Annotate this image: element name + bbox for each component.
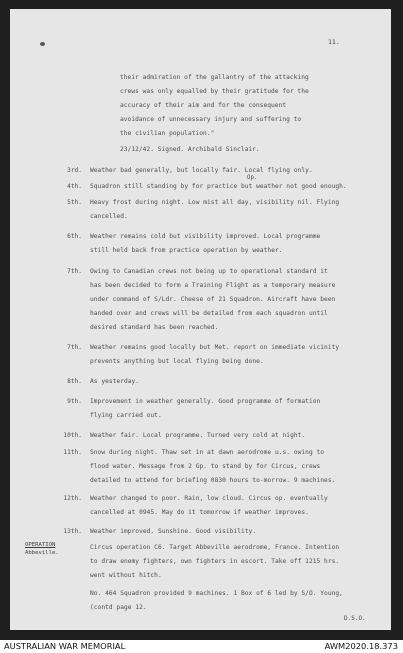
entry-date: 13th.: [63, 528, 82, 535]
entry-text: Weather changed to poor. Rain, low cloud. Circus op. eventually: [90, 495, 328, 502]
punch-hole-mark: [40, 42, 45, 46]
footer-institution: AUSTRALIAN WAR MEMORIAL: [4, 641, 126, 651]
continued-note: (contd page 12.: [90, 604, 147, 611]
entry-text: Improvement in weather generally. Good programme of formation: [90, 398, 321, 405]
signature-line: 23/12/42. Signed. Archibald Sinclair.: [120, 146, 260, 153]
entry-text: flying carried out.: [90, 412, 162, 419]
entry-text: Weather improved. Sunshine. Good visibility.: [90, 528, 257, 535]
entry-date: 8th.: [67, 378, 82, 385]
entry-text: under command of S/Ldr. Cheese of 21 Squadron. Aircraft have been: [90, 296, 336, 303]
handwritten-insert: Op.: [247, 175, 258, 181]
entry-date: 7th.: [67, 268, 82, 275]
entry-date: 4th.: [67, 183, 82, 190]
entry-date: 7th.: [67, 344, 82, 351]
operation-side-label: OPERATION: [25, 542, 56, 548]
entry-date: 3rd.: [67, 167, 82, 174]
entry-text: prevents anything but local flying being done.: [90, 358, 264, 365]
document-page: [10, 9, 391, 630]
entry-text: As yesterday.: [90, 378, 140, 385]
entry-text: flood water. Message from 2 Gp. to stand by for Circus, crews: [90, 463, 321, 470]
footer-accession-id: AWM2020.18.373: [324, 641, 398, 651]
operation-text: to draw enemy fighters, own fighters in escort. Take off 1215 hrs.: [90, 558, 340, 565]
entry-date: 12th.: [63, 495, 82, 502]
entry-text: still held back from practice operation by weather.: [90, 247, 283, 254]
operation-side-label-place: Abbeville.: [25, 550, 59, 556]
entry-date: 10th.: [63, 432, 82, 439]
quote-line: the civilian population.": [120, 130, 215, 137]
quote-line: avoidance of unnecessary injury and suffering to: [120, 116, 302, 123]
entry-text: Heavy frost during night. Low mist all day, visibility nil. Flying: [90, 199, 340, 206]
footer-bar: [0, 640, 403, 653]
entry-text: cancelled.: [90, 213, 128, 220]
entry-text: Weather remains cold but visibility improved. Local programme: [90, 233, 321, 240]
page-number: 11.: [328, 38, 340, 46]
entry-date: 6th.: [67, 233, 82, 240]
operation-text: No. 464 Squadron provided 9 machines. 1 Box of 6 led by S/O. Young,: [90, 590, 343, 597]
entry-text: Weather bad generally, but locally fair. Local flying only.: [90, 167, 313, 174]
entry-text: Snow during night. Thaw set in at dawn aerodrome u.s. owing to: [90, 449, 325, 456]
entry-date: 11th.: [63, 449, 82, 456]
margin-mark: D.S.O.: [344, 615, 366, 622]
entry-text: handed over and crews will be detailed from each squadron until: [90, 310, 328, 317]
entry-text: cancelled at 0945. May do it tomorrow if weather improves.: [90, 509, 309, 516]
entry-date: 9th.: [67, 398, 82, 405]
entry-text: desired standard has been reached.: [90, 324, 219, 331]
entry-text: detailed to attend for briefing 0830 hours to-morrow. 9 machines.: [90, 477, 336, 484]
entry-text: Weather remains good locally but Met. report on immediate vicinity: [90, 344, 340, 351]
operation-text: went without hitch.: [90, 572, 162, 579]
quote-line: crews was only equalled by their gratitude for the: [120, 88, 309, 95]
quote-line: their admiration of the gallantry of the attacking: [120, 74, 309, 81]
entry-text: Weather fair. Local programme. Turned very cold at night.: [90, 432, 306, 439]
operation-text: Circus operation C6. Target Abbeville aerodrome, France. Intention: [90, 544, 340, 551]
quote-line: accuracy of their aim and for the consequent: [120, 102, 287, 109]
entry-date: 5th.: [67, 199, 82, 206]
entry-text: Squadron still standing by for practice but weather not good enough.: [90, 183, 347, 190]
entry-text: Owing to Canadian crews not being up to operational standard it: [90, 268, 328, 275]
entry-text: has been decided to form a Training Flight as a temporary measure: [90, 282, 336, 289]
